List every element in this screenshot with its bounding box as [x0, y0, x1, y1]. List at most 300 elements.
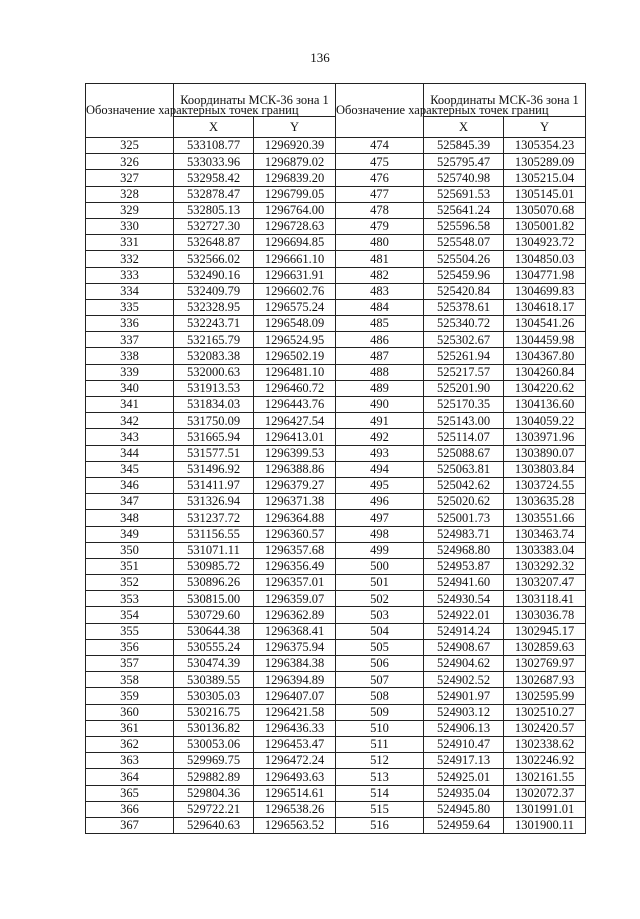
- cell-point-left: 357: [86, 656, 174, 672]
- cell-point-right: 482: [336, 267, 424, 283]
- cell-point-left: 347: [86, 494, 174, 510]
- cell-y-left: 1296661.10: [254, 251, 336, 267]
- cell-x-left: 533033.96: [174, 154, 254, 170]
- header-x-left: X: [174, 117, 254, 138]
- table-row: [86, 267, 586, 283]
- cell-point-right: 480: [336, 235, 424, 251]
- cell-x-left: 530815.00: [174, 591, 254, 607]
- cell-point-right: 479: [336, 218, 424, 234]
- cell-y-left: 1296694.85: [254, 235, 336, 251]
- cell-y-left: 1296631.91: [254, 267, 336, 283]
- cell-x-right: 524930.54: [424, 591, 504, 607]
- cell-x-right: 524925.01: [424, 769, 504, 785]
- table-row: [86, 753, 586, 769]
- cell-point-right: 475: [336, 154, 424, 170]
- cell-y-left: 1296514.61: [254, 785, 336, 801]
- table-row: [86, 218, 586, 234]
- cell-point-left: 366: [86, 801, 174, 817]
- cell-y-right: 1303635.28: [504, 494, 586, 510]
- table-row: [86, 591, 586, 607]
- cell-x-right: 525740.98: [424, 170, 504, 186]
- cell-x-left: 532409.79: [174, 283, 254, 299]
- cell-y-right: 1304059.22: [504, 413, 586, 429]
- cell-y-right: 1305289.09: [504, 154, 586, 170]
- cell-y-left: 1296413.01: [254, 429, 336, 445]
- cell-y-right: 1302945.17: [504, 623, 586, 639]
- cell-x-right: 525691.53: [424, 186, 504, 202]
- header-point-right: Обозначение характерных точек границ: [336, 84, 424, 138]
- table-row: [86, 639, 586, 655]
- cell-y-left: 1296548.09: [254, 316, 336, 332]
- cell-point-right: 505: [336, 639, 424, 655]
- cell-x-right: 524941.60: [424, 575, 504, 591]
- cell-x-right: 525378.61: [424, 299, 504, 315]
- cell-x-left: 530474.39: [174, 656, 254, 672]
- cell-x-left: 530985.72: [174, 558, 254, 574]
- cell-y-left: 1296493.63: [254, 769, 336, 785]
- cell-x-left: 529804.36: [174, 785, 254, 801]
- page-number: 136: [310, 50, 330, 65]
- cell-point-left: 362: [86, 736, 174, 752]
- table-row: [86, 477, 586, 493]
- cell-point-right: 492: [336, 429, 424, 445]
- table-row: [86, 413, 586, 429]
- header-coords-right: Координаты МСК-36 зона 1: [424, 84, 586, 117]
- cell-x-right: 525088.67: [424, 445, 504, 461]
- cell-y-right: 1303803.84: [504, 461, 586, 477]
- cell-y-right: 1302687.93: [504, 672, 586, 688]
- cell-x-right: 525217.57: [424, 364, 504, 380]
- cell-y-right: 1303724.55: [504, 477, 586, 493]
- header-y-right: Y: [504, 117, 586, 138]
- cell-x-left: 530555.24: [174, 639, 254, 655]
- cell-y-right: 1304459.98: [504, 332, 586, 348]
- cell-y-right: 1304220.62: [504, 380, 586, 396]
- cell-x-left: 531411.97: [174, 477, 254, 493]
- cell-x-left: 531834.03: [174, 397, 254, 413]
- cell-y-left: 1296502.19: [254, 348, 336, 364]
- cell-x-left: 532243.71: [174, 316, 254, 332]
- cell-y-right: 1303971.96: [504, 429, 586, 445]
- cell-point-right: 477: [336, 186, 424, 202]
- cell-point-left: 337: [86, 332, 174, 348]
- cell-y-right: 1302510.27: [504, 704, 586, 720]
- table-row: [86, 575, 586, 591]
- cell-point-right: 490: [336, 397, 424, 413]
- cell-y-right: 1304618.17: [504, 299, 586, 315]
- cell-point-right: 474: [336, 138, 424, 154]
- cell-point-right: 484: [336, 299, 424, 315]
- cell-x-left: 529882.89: [174, 769, 254, 785]
- cell-y-right: 1304260.84: [504, 364, 586, 380]
- cell-point-right: 511: [336, 736, 424, 752]
- cell-y-left: 1296364.88: [254, 510, 336, 526]
- cell-x-left: 530136.82: [174, 720, 254, 736]
- cell-y-right: 1303551.66: [504, 510, 586, 526]
- cell-point-right: 488: [336, 364, 424, 380]
- cell-point-right: 498: [336, 526, 424, 542]
- cell-x-right: 524910.47: [424, 736, 504, 752]
- cell-y-left: 1296524.95: [254, 332, 336, 348]
- table-row: [86, 720, 586, 736]
- table-row: [86, 494, 586, 510]
- table-row: [86, 397, 586, 413]
- cell-y-left: 1296356.49: [254, 558, 336, 574]
- cell-y-left: 1296839.20: [254, 170, 336, 186]
- cell-y-right: 1302161.55: [504, 769, 586, 785]
- cell-x-left: 532083.38: [174, 348, 254, 364]
- cell-point-left: 341: [86, 397, 174, 413]
- cell-point-right: 486: [336, 332, 424, 348]
- table-row: [86, 251, 586, 267]
- header-y-left: Y: [254, 117, 336, 138]
- cell-y-left: 1296384.38: [254, 656, 336, 672]
- cell-y-left: 1296388.86: [254, 461, 336, 477]
- cell-point-left: 365: [86, 785, 174, 801]
- cell-y-right: 1302072.37: [504, 785, 586, 801]
- cell-y-left: 1296407.07: [254, 688, 336, 704]
- cell-point-right: 513: [336, 769, 424, 785]
- cell-x-right: 524904.62: [424, 656, 504, 672]
- cell-point-right: 515: [336, 801, 424, 817]
- cell-point-right: 481: [336, 251, 424, 267]
- table-row: [86, 429, 586, 445]
- cell-y-right: 1304136.60: [504, 397, 586, 413]
- table-row: [86, 704, 586, 720]
- cell-y-left: 1296362.89: [254, 607, 336, 623]
- cell-x-left: 530644.38: [174, 623, 254, 639]
- cell-point-right: 493: [336, 445, 424, 461]
- cell-y-right: 1305001.82: [504, 218, 586, 234]
- cell-x-right: 524917.13: [424, 753, 504, 769]
- cell-point-left: 346: [86, 477, 174, 493]
- table-row: [86, 348, 586, 364]
- cell-point-left: 349: [86, 526, 174, 542]
- cell-x-right: 525420.84: [424, 283, 504, 299]
- table-row: [86, 154, 586, 170]
- cell-y-left: 1296538.26: [254, 801, 336, 817]
- cell-point-right: 478: [336, 202, 424, 218]
- cell-point-right: 495: [336, 477, 424, 493]
- cell-x-right: 524901.97: [424, 688, 504, 704]
- coordinates-table: [85, 83, 586, 834]
- cell-point-left: 339: [86, 364, 174, 380]
- cell-y-left: 1296443.76: [254, 397, 336, 413]
- cell-x-left: 530896.26: [174, 575, 254, 591]
- cell-x-right: 524945.80: [424, 801, 504, 817]
- cell-x-right: 525020.62: [424, 494, 504, 510]
- cell-point-right: 496: [336, 494, 424, 510]
- cell-y-left: 1296481.10: [254, 364, 336, 380]
- cell-x-right: 525845.39: [424, 138, 504, 154]
- cell-point-left: 328: [86, 186, 174, 202]
- cell-point-right: 491: [336, 413, 424, 429]
- table-row: [86, 510, 586, 526]
- cell-point-right: 508: [336, 688, 424, 704]
- cell-x-left: 532490.16: [174, 267, 254, 283]
- table-row: [86, 364, 586, 380]
- cell-x-right: 525596.58: [424, 218, 504, 234]
- cell-x-right: 525042.62: [424, 477, 504, 493]
- cell-point-right: 504: [336, 623, 424, 639]
- cell-x-right: 524983.71: [424, 526, 504, 542]
- cell-point-right: 512: [336, 753, 424, 769]
- cell-point-right: 502: [336, 591, 424, 607]
- cell-x-right: 525114.07: [424, 429, 504, 445]
- cell-x-left: 531750.09: [174, 413, 254, 429]
- cell-y-left: 1296799.05: [254, 186, 336, 202]
- cell-point-left: 338: [86, 348, 174, 364]
- table-row: [86, 332, 586, 348]
- cell-x-right: 524908.67: [424, 639, 504, 655]
- cell-x-right: 525459.96: [424, 267, 504, 283]
- cell-x-right: 524903.12: [424, 704, 504, 720]
- cell-point-right: 509: [336, 704, 424, 720]
- cell-y-left: 1296371.38: [254, 494, 336, 510]
- cell-x-left: 529969.75: [174, 753, 254, 769]
- cell-point-left: 363: [86, 753, 174, 769]
- cell-y-right: 1305215.04: [504, 170, 586, 186]
- cell-y-left: 1296427.54: [254, 413, 336, 429]
- cell-x-right: 525143.00: [424, 413, 504, 429]
- cell-point-left: 356: [86, 639, 174, 655]
- table-body: [86, 138, 586, 834]
- cell-x-left: 529722.21: [174, 801, 254, 817]
- cell-point-left: 326: [86, 154, 174, 170]
- cell-x-left: 531326.94: [174, 494, 254, 510]
- cell-x-right: 525063.81: [424, 461, 504, 477]
- cell-x-left: 530053.06: [174, 736, 254, 752]
- cell-point-right: 507: [336, 672, 424, 688]
- cell-y-left: 1296399.53: [254, 445, 336, 461]
- cell-y-left: 1296357.68: [254, 542, 336, 558]
- cell-y-right: 1302246.92: [504, 753, 586, 769]
- cell-x-right: 524902.52: [424, 672, 504, 688]
- cell-y-right: 1302595.99: [504, 688, 586, 704]
- cell-point-right: 510: [336, 720, 424, 736]
- cell-y-left: 1296368.41: [254, 623, 336, 639]
- cell-y-right: 1305354.23: [504, 138, 586, 154]
- cell-x-right: 524959.64: [424, 817, 504, 833]
- cell-point-right: 501: [336, 575, 424, 591]
- table-row: [86, 380, 586, 396]
- cell-point-left: 344: [86, 445, 174, 461]
- cell-x-left: 532878.47: [174, 186, 254, 202]
- cell-y-left: 1296563.52: [254, 817, 336, 833]
- cell-y-left: 1296460.72: [254, 380, 336, 396]
- table-row: [86, 736, 586, 752]
- header-point-left: Обозначение характерных точек границ: [86, 84, 174, 138]
- table-row: [86, 202, 586, 218]
- cell-x-right: 524922.01: [424, 607, 504, 623]
- cell-x-left: 532648.87: [174, 235, 254, 251]
- cell-x-left: 531913.53: [174, 380, 254, 396]
- cell-x-left: 530216.75: [174, 704, 254, 720]
- cell-x-left: 531496.92: [174, 461, 254, 477]
- cell-x-left: 531577.51: [174, 445, 254, 461]
- cell-y-right: 1305070.68: [504, 202, 586, 218]
- cell-point-left: 333: [86, 267, 174, 283]
- cell-point-right: 494: [336, 461, 424, 477]
- cell-x-right: 525170.35: [424, 397, 504, 413]
- cell-y-left: 1296360.57: [254, 526, 336, 542]
- table-row: [86, 656, 586, 672]
- cell-y-left: 1296920.39: [254, 138, 336, 154]
- cell-point-left: 340: [86, 380, 174, 396]
- cell-x-right: 525001.73: [424, 510, 504, 526]
- cell-y-right: 1304699.83: [504, 283, 586, 299]
- cell-point-left: 352: [86, 575, 174, 591]
- cell-point-right: 499: [336, 542, 424, 558]
- cell-x-left: 532566.02: [174, 251, 254, 267]
- cell-point-left: 332: [86, 251, 174, 267]
- cell-x-left: 532000.63: [174, 364, 254, 380]
- table-row: [86, 299, 586, 315]
- cell-point-right: 506: [336, 656, 424, 672]
- cell-x-left: 531665.94: [174, 429, 254, 445]
- cell-point-right: 485: [336, 316, 424, 332]
- cell-y-left: 1296359.07: [254, 591, 336, 607]
- cell-y-left: 1296436.33: [254, 720, 336, 736]
- table-row: [86, 623, 586, 639]
- cell-x-right: 524935.04: [424, 785, 504, 801]
- cell-y-left: 1296357.01: [254, 575, 336, 591]
- cell-y-right: 1303383.04: [504, 542, 586, 558]
- cell-y-right: 1301991.01: [504, 801, 586, 817]
- cell-y-left: 1296379.27: [254, 477, 336, 493]
- cell-point-left: 342: [86, 413, 174, 429]
- table-row: [86, 445, 586, 461]
- cell-point-left: 335: [86, 299, 174, 315]
- cell-point-left: 345: [86, 461, 174, 477]
- cell-y-right: 1303890.07: [504, 445, 586, 461]
- cell-x-left: 532805.13: [174, 202, 254, 218]
- cell-x-left: 531156.55: [174, 526, 254, 542]
- cell-y-right: 1303036.78: [504, 607, 586, 623]
- table-row: [86, 817, 586, 833]
- cell-point-left: 364: [86, 769, 174, 785]
- cell-x-right: 525641.24: [424, 202, 504, 218]
- cell-x-left: 533108.77: [174, 138, 254, 154]
- cell-point-left: 331: [86, 235, 174, 251]
- cell-x-right: 525340.72: [424, 316, 504, 332]
- cell-x-left: 532165.79: [174, 332, 254, 348]
- cell-y-right: 1302338.62: [504, 736, 586, 752]
- cell-point-left: 330: [86, 218, 174, 234]
- cell-x-left: 532328.95: [174, 299, 254, 315]
- table-row: [86, 138, 586, 154]
- cell-y-right: 1304541.26: [504, 316, 586, 332]
- cell-x-right: 524953.87: [424, 558, 504, 574]
- cell-y-right: 1305145.01: [504, 186, 586, 202]
- cell-x-left: 530389.55: [174, 672, 254, 688]
- header-coords-left: Координаты МСК-36 зона 1: [174, 84, 336, 117]
- cell-x-right: 524968.80: [424, 542, 504, 558]
- table-row: [86, 316, 586, 332]
- cell-y-left: 1296421.58: [254, 704, 336, 720]
- cell-point-left: 361: [86, 720, 174, 736]
- table-row: [86, 461, 586, 477]
- table-row: [86, 785, 586, 801]
- cell-x-right: 524906.13: [424, 720, 504, 736]
- cell-point-left: 350: [86, 542, 174, 558]
- cell-point-left: 353: [86, 591, 174, 607]
- cell-point-left: 343: [86, 429, 174, 445]
- table-row: [86, 542, 586, 558]
- cell-x-left: 529640.63: [174, 817, 254, 833]
- cell-point-right: 487: [336, 348, 424, 364]
- cell-x-right: 525548.07: [424, 235, 504, 251]
- table-row: [86, 672, 586, 688]
- table-row: [86, 283, 586, 299]
- cell-point-right: 497: [336, 510, 424, 526]
- cell-point-left: 358: [86, 672, 174, 688]
- cell-point-left: 327: [86, 170, 174, 186]
- cell-y-left: 1296764.00: [254, 202, 336, 218]
- cell-y-right: 1304850.03: [504, 251, 586, 267]
- cell-y-right: 1302769.97: [504, 656, 586, 672]
- cell-x-right: 525302.67: [424, 332, 504, 348]
- cell-y-right: 1304771.98: [504, 267, 586, 283]
- cell-x-right: 524914.24: [424, 623, 504, 639]
- table-row: [86, 688, 586, 704]
- table-row: [86, 801, 586, 817]
- cell-y-right: 1303207.47: [504, 575, 586, 591]
- cell-y-left: 1296453.47: [254, 736, 336, 752]
- cell-point-left: 329: [86, 202, 174, 218]
- cell-point-left: 359: [86, 688, 174, 704]
- table-row: [86, 558, 586, 574]
- cell-y-left: 1296375.94: [254, 639, 336, 655]
- cell-x-right: 525261.94: [424, 348, 504, 364]
- cell-y-left: 1296575.24: [254, 299, 336, 315]
- cell-point-left: 334: [86, 283, 174, 299]
- cell-x-left: 531237.72: [174, 510, 254, 526]
- table-row: [86, 235, 586, 251]
- cell-y-right: 1303463.74: [504, 526, 586, 542]
- cell-point-right: 503: [336, 607, 424, 623]
- cell-point-left: 354: [86, 607, 174, 623]
- cell-x-left: 530305.03: [174, 688, 254, 704]
- cell-point-left: 336: [86, 316, 174, 332]
- cell-point-left: 360: [86, 704, 174, 720]
- cell-y-right: 1302420.57: [504, 720, 586, 736]
- table-row: [86, 526, 586, 542]
- table-row: [86, 170, 586, 186]
- cell-x-left: 532958.42: [174, 170, 254, 186]
- cell-point-right: 476: [336, 170, 424, 186]
- cell-point-left: 348: [86, 510, 174, 526]
- cell-point-right: 514: [336, 785, 424, 801]
- table-row: [86, 769, 586, 785]
- cell-y-right: 1301900.11: [504, 817, 586, 833]
- cell-y-right: 1304923.72: [504, 235, 586, 251]
- cell-y-left: 1296472.24: [254, 753, 336, 769]
- cell-y-right: 1303292.32: [504, 558, 586, 574]
- cell-point-left: 355: [86, 623, 174, 639]
- cell-x-right: 525504.26: [424, 251, 504, 267]
- cell-y-right: 1302859.63: [504, 639, 586, 655]
- cell-x-left: 532727.30: [174, 218, 254, 234]
- cell-y-right: 1303118.41: [504, 591, 586, 607]
- cell-y-right: 1304367.80: [504, 348, 586, 364]
- cell-point-right: 483: [336, 283, 424, 299]
- cell-y-left: 1296394.89: [254, 672, 336, 688]
- cell-x-right: 525201.90: [424, 380, 504, 396]
- cell-point-right: 516: [336, 817, 424, 833]
- cell-x-left: 531071.11: [174, 542, 254, 558]
- cell-y-left: 1296602.76: [254, 283, 336, 299]
